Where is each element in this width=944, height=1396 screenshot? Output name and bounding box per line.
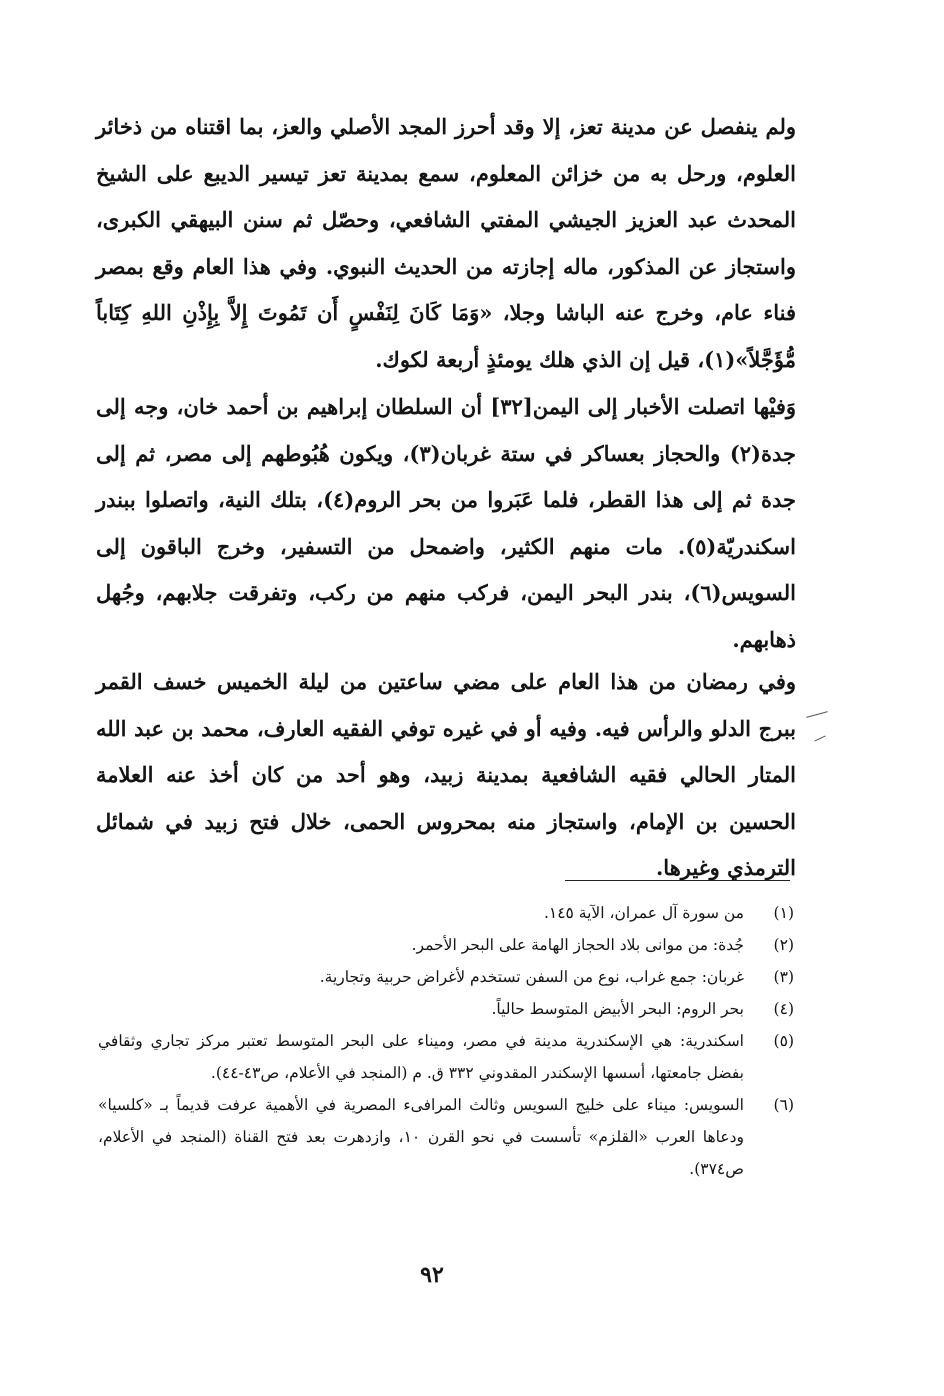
main-text: ولم ينفصل عن مدينة تعز، إلا وقد أحرز المجد الأصلي والعز، بما اقتناه من ذخائر العلوم، ورحل به من خزائن المعلوم، سمع بمدينة تعز تيسير الديبع على الشيخ المحدث عبد العزيز الجيشي المفتي الشافعي، وحصّل ثم سنن البيهقي الكبرى، واستجاز عن المذكور، ماله إجازته من الحديث النبوي. وفي هذا العام وقع بمصر فناء عام، وخرج عنه الباشا وجلا، «وَمَا كَانَ لِنَفْسٍ أَن تَمُوتَ إِلاَّ بِإِذْنِ اللهِ كِتَاباً مُّؤَجَّلاً»(١)، قيل إن الذي هلك يومئذٍ أربعة لكوك. وَفيْها اتصلت الأخبار إلى اليمن[٣٢] أن السلطان إبراهيم بن أحمد خان، وجه إلى جدة(٢) والحجاز بعساكر في ستة غربان(٣)، ويكون هُبُوطهم إلى مصر، ثم إلى جدة ثم إلى هذا القطر، فلما عَبَروا من بحر الروم(٤)، بتلك النية، واتصلوا ببندر اسكندريّة(٥). مات منهم الكثير، واضمحل من التسفير، وخرج الباقون إلى السويس(٦)، بندر البحر اليمن، فركب منهم من ركب، وتفرقت جلابهم، وجُهل ذهابهم. وفي رمضان من هذا العام على مضي ساعتين من ليلة الخميس خسف القمر ببرج الدلو والرأس فيه. وفيه أو في غيره توفي الفقيه العارف، محمد بن عبد الله المتار الحالي فقيه الشافعية بمدينة زبيد، وهو أحد من كان أخذ عنه العلامة الحسين بن الإمام، واستجاز منه بمحروس الحمى، خلال فتح زبيد في شمائل الترمذي وغيرها. [96,104,796,659]
footnote-text: جُدة: من موانى بلاد الحجاز الهامة على البحر الأحمر. [411,936,744,954]
footnote-number: (٢) [773,936,794,954]
footnote-text: السويس: ميناء على خليج السويس وثالث المرافىء المصرية في الأهمية عرفت قديماً بـ «كلسيا» ودعاها العرب «القلزم» تأسست في نحو القرن ١٠، وازدهرت بعد فتح القناة (المنجد في الأعلام، ص٣٧٤). [98,1096,744,1178]
paragraph-2: وَفيْها اتصلت الأخبار إلى اليمن[٣٢] أن السلطان إبراهيم بن أحمد خان، وجه إلى جدة(٢) والحجاز بعساكر في ستة غربان(٣)، ويكون هُبُوطهم إلى مصر، ثم إلى جدة ثم إلى هذا القطر، فلما عَبَروا من بحر الروم(٤)، بتلك النية، واتصلوا ببندر اسكندريّة(٥). مات منهم الكثير، واضمحل من التسفير، وخرج الباقون إلى السويس(٦)، بندر البحر اليمن، فركب منهم من ركب، وتفرقت جلابهم، وجُهل ذهابهم. [96,394,796,652]
margin-mark [806,711,828,718]
footnote-number: (٤) [773,1000,794,1018]
footnote-number: (٦) [773,1096,794,1114]
paragraph-1: ولم ينفصل عن مدينة تعز، إلا وقد أحرز المجد الأصلي والعز، بما اقتناه من ذخائر العلوم، ورحل به من خزائن المعلوم، سمع بمدينة تعز تيسير الديبع على الشيخ المحدث عبد العزيز الجيشي المفتي الشافعي، وحصّل ثم سنن البيهقي الكبرى، واستجاز عن المذكور، ماله إجازته من الحديث النبوي. وفي هذا العام وقع بمصر فناء عام، وخرج عنه الباشا وجلا، «وَمَا كَانَ لِنَفْسٍ أَن تَمُوتَ إِلاَّ بِإِذْنِ اللهِ كِتَاباً مُّؤَجَّلاً»(١)، قيل إن الذي هلك يومئذٍ أربعة لكوك. [96,114,796,372]
footnote-number: (٥) [773,1032,794,1050]
footnote-text: غربان: جمع غراب، نوع من السفن تستخدم لأغراض حربية وتجارية. [319,968,744,986]
footnote-text: من سورة آل عمران، الآية ١٤٥. [543,904,744,922]
footnote-divider [565,880,790,881]
footnote-6 [98,1089,794,1185]
footnote-text: اسكندرية: هي الإسكندرية مدينة في مصر، وميناء على البحر المتوسط تعتبر مركز تجاري وثقافي بفضل جامعتها، أسسها الإسكندر المقدوني ٣٣٢ ق. م (المنجد في الأعلام، ص٤٣-٤٤). [98,1032,744,1082]
page-number: ٩٢ [420,1262,444,1288]
margin-mark [814,736,825,742]
footnotes [98,897,794,1185]
footnote-3 [98,961,794,993]
footnote-number: (٣) [773,968,794,986]
footnote-text: بحر الروم: البحر الأبيض المتوسط حالياً. [491,1000,744,1018]
footnote-number: (١) [773,904,794,922]
footnote-4 [98,993,794,1025]
footnote-2 [98,929,794,961]
footnote-5 [98,1025,794,1089]
footnote-1 [98,897,794,929]
